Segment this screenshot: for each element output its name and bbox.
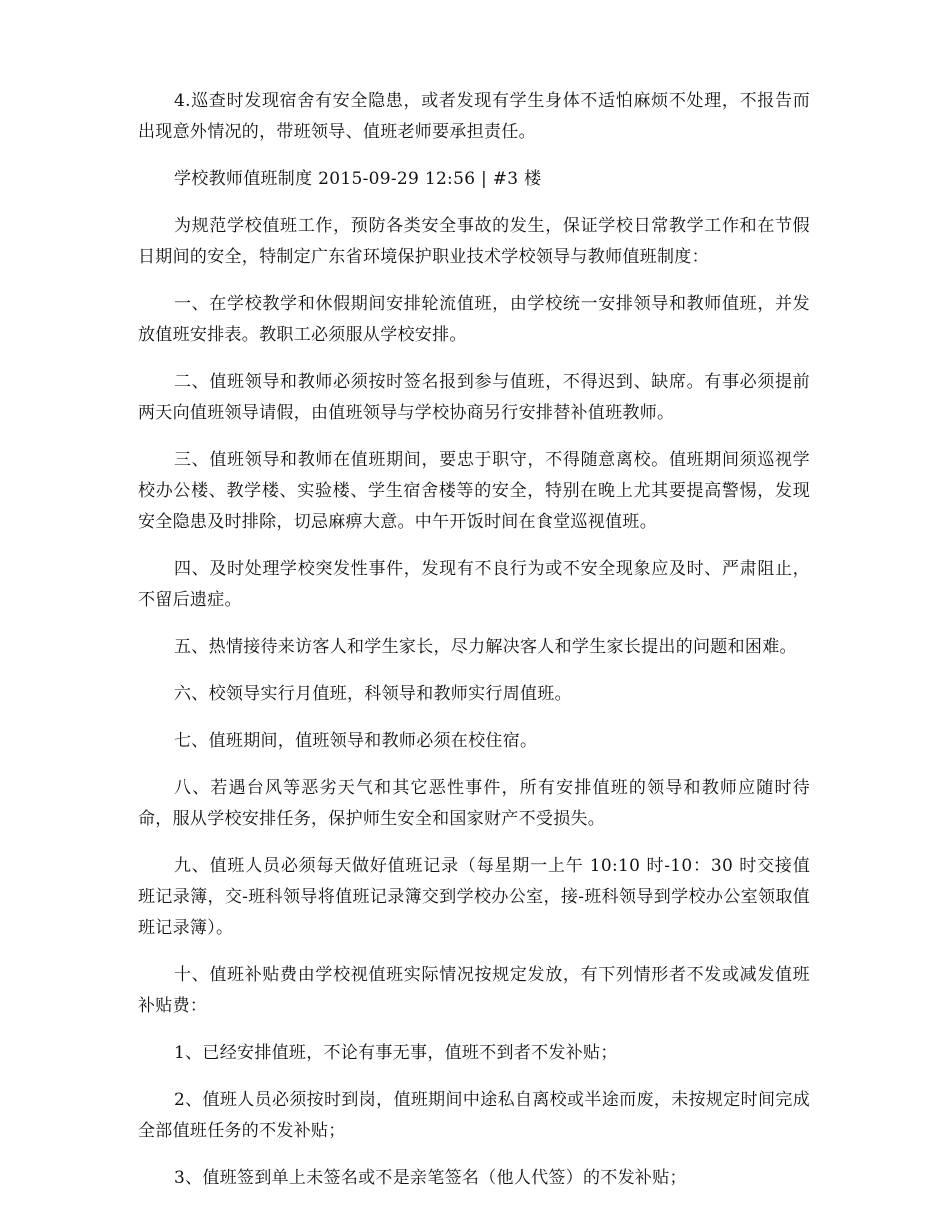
rule-9: 九、值班人员必须每天做好值班记录（每星期一上午 10:10 时-10：30 时交接值班记录簿，交-班科领导将值班记录簿交到学校办公室，接-班科领导到学校办公室领取值班记录簿）。 (138, 856, 810, 938)
rule-5: 五、热情接待来访客人和学生家长，尽力解决客人和学生家长提出的问题和困难。 (174, 637, 797, 657)
post-header: 学校教师值班制度 2015-09-29 12:56 | #3 楼 (174, 169, 542, 189)
rule-6: 六、校领导实行月值班，科领导和教师实行周值班。 (174, 684, 572, 704)
subsidy-item-3: 3、值班签到单上未签名或不是亲笔签名（他人代签）的不发补贴； (174, 1168, 687, 1188)
rule-2: 二、值班领导和教师必须按时签名报到参与值班，不得迟到、缺席。有事必须提前两天向值班领导请假，由值班领导与学校协商另行安排替补值班教师。 (138, 372, 810, 423)
rule-1: 一、在学校教学和休假期间安排轮流值班，由学校统一安排领导和教师值班，并发放值班安排表。教职工必须服从学校安排。 (138, 294, 810, 345)
paragraph-inspection-responsibility: 4.巡查时发现宿舍有安全隐患，或者发现有学生身体不适怕麻烦不处理，不报告而出现意外情况的，带班领导、值班老师要承担责任。 (138, 91, 810, 142)
rule-10: 十、值班补贴费由学校视值班实际情况按规定发放，有下列情形者不发或减发值班补贴费： (138, 965, 810, 1016)
rule-3: 三、值班领导和教师在值班期间，要忠于职守，不得随意离校。值班期间须巡视学校办公楼、教学楼、实验楼、学生宿舍楼等的安全，特别在晚上尤其要提高警惕，发现安全隐患及时排除，切忌麻痹大意。中午开饭时间在食堂巡视值班。 (138, 450, 810, 532)
subsidy-item-2: 2、值班人员必须按时到岗，值班期间中途私自离校或半途而废，未按规定时间完成全部值班任务的不发补贴； (138, 1090, 810, 1141)
paragraph-intro: 为规范学校值班工作，预防各类安全事故的发生，保证学校日常教学工作和在节假日期间的安全，特制定广东省环境保护职业技术学校领导与教师值班制度： (138, 216, 810, 267)
document-body (138, 86, 810, 1210)
rule-4: 四、及时处理学校突发性事件，发现有不良行为或不安全现象应及时、严肃阻止，不留后遗症。 (138, 559, 810, 610)
rule-7: 七、值班期间，值班领导和教师必须在校住宿。 (174, 731, 538, 751)
rule-8: 八、若遇台风等恶劣天气和其它恶性事件，所有安排值班的领导和教师应随时待命，服从学校安排任务，保护师生安全和国家财产不受损失。 (138, 778, 810, 829)
subsidy-item-1: 1、已经安排值班，不论有事无事，值班不到者不发补贴； (174, 1043, 618, 1063)
